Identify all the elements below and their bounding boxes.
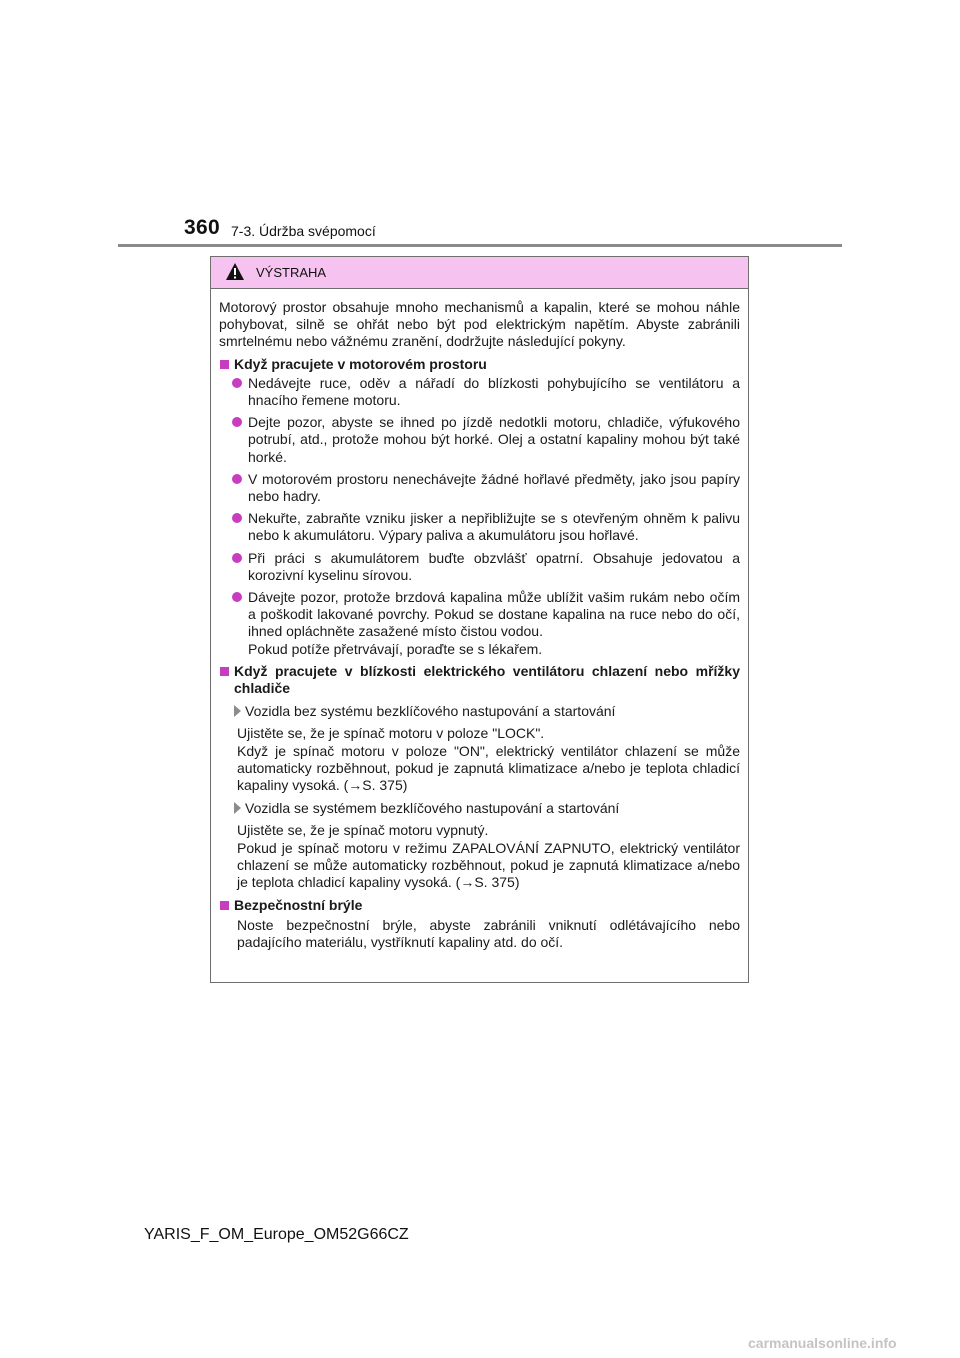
arrow-item [232,800,740,817]
warning-box [210,256,749,983]
bullet-text-wrapper [248,589,740,658]
section-paragraph: Noste bezpečnostní brýle, abyste zabránili vniknutí odlétávajícího nebo padajícího materiálu, vystříknutí kapaliny atd. do očí. [237,916,740,950]
section-heading [219,663,740,697]
round-bullet-icon [232,553,242,563]
subitem-paragraph [237,725,740,794]
bullet-item [232,550,740,584]
bullet-text: V motorovém prostoru nenechávejte žádné hořlavé předměty, jako jsou papíry nebo hadry. [248,470,740,505]
bullet-text: Dávejte pozor, protože brzdová kapalina může ublížit vašim rukám nebo očím a poškodit lakované povrchy. Pokud se dostane kapalina na ruce nebo do očí, ihned opláchněte zasažené místo čistou vodou. [248,589,740,640]
round-bullet-icon [232,513,242,523]
round-bullet-icon [232,592,242,602]
section-heading [219,897,740,914]
warning-triangle-icon [225,262,245,281]
section-cooling-fan [219,663,740,891]
bullet-item [232,589,740,658]
arrow-item-label: Vozidla se systémem bezklíčového nastupování a startování [245,800,620,817]
square-bullet-icon [220,667,229,676]
section-heading [219,356,740,373]
bullet-text: Nedávejte ruce, oděv a nářadí do blízkosti pohybujícího se ventilátoru a hnacího řemene motoru. [248,374,740,409]
arrow-right-icon [234,802,241,814]
section-engine-compartment [219,356,740,658]
subitem-line: Ujistěte se, že je spínač motoru vypnutý. [237,822,489,839]
bullet-extra-text: Pokud potíže přetrvávají, poraďte se s lékařem. [248,640,543,657]
warning-label: VÝSTRAHA [256,265,327,280]
round-bullet-icon [232,378,242,388]
arrow-right-icon [234,705,241,717]
page-number: 360 [184,216,220,239]
subitem-line: Ujistěte se, že je spínač motoru v poloze "LOCK". [237,725,545,742]
bullet-text: Při práci s akumulátorem buďte obzvlášť opatrní. Obsahuje jedovatou a korozivní kyselinu sírovou. [248,549,740,583]
footer-doc-code: YARIS_F_OM_Europe_OM52G66CZ [144,1226,409,1243]
section-safety-glasses [219,897,740,951]
subitem-paragraph [237,822,740,891]
bullet-text: Dejte pozor, abyste se ihned po jízdě nedotkli motoru, chladiče, výfukového potrubí, atd., protože mohou být horké. Olej a ostatní kapaliny mohou být také horké. [248,414,740,465]
watermark: carmanualsonline.info [748,1335,897,1351]
header-rule [118,244,842,247]
section-heading-text: Když pracujete v blízkosti elektrického ventilátoru chlazení nebo mřížky chladiče [234,662,740,697]
subitem-line: Pokud je spínač motoru v režimu ZAPALOVÁNÍ ZAPNUTO, elektrický ventilátor chlazení se může automaticky rozběhnout, pokud je zapnutá klimatizace a/nebo je teplota chladicí kapaliny vysoká. (→S. 375) [237,839,740,891]
bullet-item [232,471,740,505]
bullet-text: Nekuřte, zabraňte vzniku jisker a nepřibližujte se s otevřeným ohněm k palivu nebo k akumulátoru. Výpary paliva a akumulátoru jsou hořlavé. [248,510,740,544]
bullet-item [232,414,740,466]
bullet-item [232,510,740,544]
round-bullet-icon [232,417,242,427]
subitem-line: Když je spínač motoru v poloze "ON", elektrický ventilátor chlazení se může automaticky rozběhnout, pokud je zapnutá klimatizace a/nebo je teplota chladicí kapaliny vysoká. (→S. 375) [237,742,740,794]
arrow-item [232,703,740,720]
round-bullet-icon [232,474,242,484]
section-heading-text: Když pracujete v motorovém prostoru [234,355,487,372]
section-heading-text: Bezpečnostní brýle [234,897,363,914]
square-bullet-icon [220,901,229,910]
section-title: 7-3. Údržba svépomocí [231,223,376,239]
warning-body [211,289,748,951]
warning-header [211,257,748,289]
square-bullet-icon [220,360,229,369]
arrow-item-label: Vozidla bez systému bezklíčového nastupování a startování [245,703,616,720]
bullet-item [232,375,740,409]
warning-intro: Motorový prostor obsahuje mnoho mechanismů a kapalin, které se mohou náhle pohybovat, silně se ohřát nebo být pod elektrickým napětím. Abyste zabránili smrtelnému nebo vážnému zranění, dodržujte následující pokyny. [219,299,740,350]
